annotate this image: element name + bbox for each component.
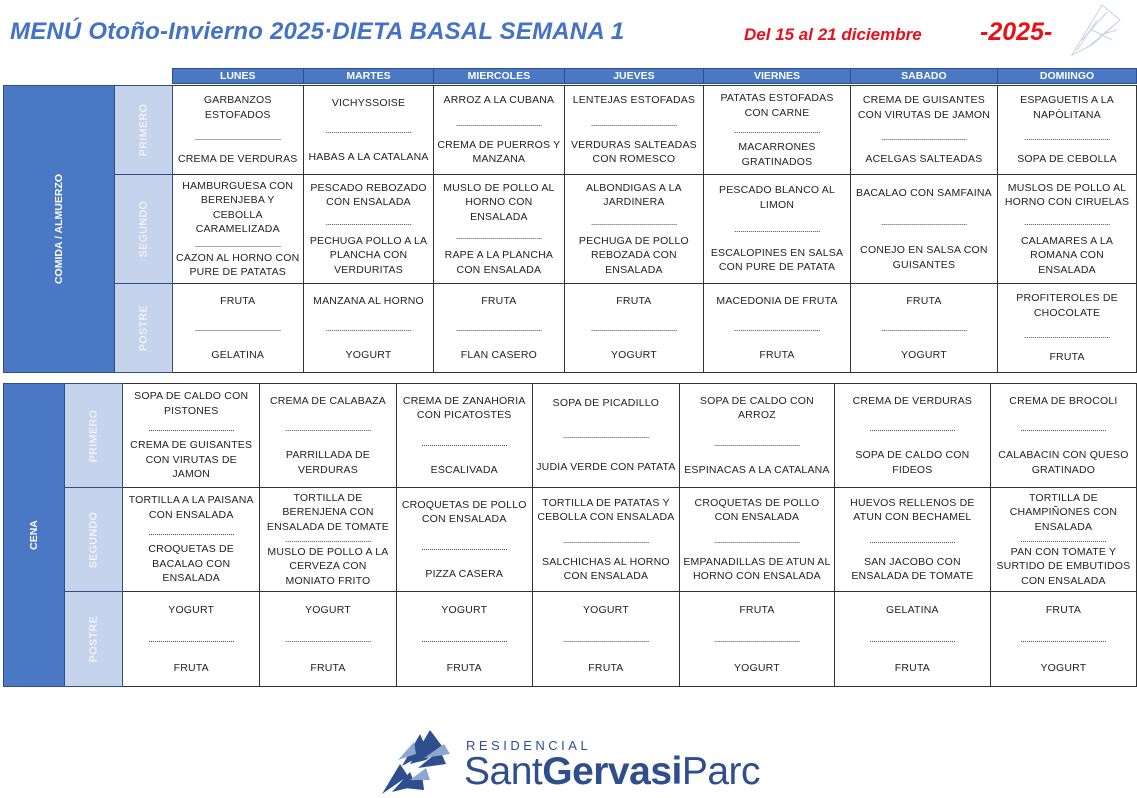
menu-cell-content	[123, 384, 259, 487]
menu-cell	[532, 384, 679, 488]
menu-cell-content	[123, 488, 259, 591]
dish-separator: ...........................................	[1020, 423, 1107, 434]
dish-separator: ...........................................	[194, 238, 281, 249]
menu-cell	[172, 86, 303, 175]
day-header: DOMIINGO	[998, 69, 1137, 84]
menu-cell	[303, 86, 433, 175]
dish-separator: ...........................................	[733, 223, 821, 234]
menu-cell-content	[680, 384, 834, 487]
course-label	[65, 384, 123, 488]
menu-cell	[260, 592, 396, 687]
dish-separator: ...........................................	[1024, 216, 1111, 227]
dish-separator: ...........................................	[1020, 534, 1107, 545]
menu-cell-content	[173, 86, 303, 174]
dish-separator: ...........................................	[284, 423, 371, 434]
menu-cell	[303, 284, 433, 373]
menu-cell-content	[835, 488, 990, 591]
menu-cell	[850, 175, 997, 284]
dish-name: CROQUETAS DE POLLO CON ENSALADA	[694, 496, 820, 523]
dish-name: MACEDONIA DE FRUTA	[716, 294, 838, 307]
butterfly-watermark-icon	[1062, 0, 1122, 60]
menu-cell	[834, 384, 990, 488]
dish-name: YOGURT	[1040, 661, 1087, 674]
menu-cell	[990, 384, 1136, 488]
menu-cell	[998, 86, 1137, 175]
day-header: JUEVES	[564, 69, 704, 84]
dish-name: HUEVOS RELLENOS DE ATUN CON BECHAMEL	[850, 496, 975, 523]
meal-label	[4, 384, 65, 687]
dish-name: CREMA DE GUISANTES CON VIRUTAS DE JAMON	[130, 439, 253, 481]
dish-separator: ...........................................	[590, 117, 677, 128]
menu-cell-content	[434, 86, 563, 174]
menu-cell-content	[565, 86, 704, 174]
menu-cell	[990, 488, 1136, 592]
menu-cell	[679, 384, 834, 488]
dish-name: PATATAS ESTOFADAS CON CARNE	[720, 92, 834, 119]
menu-cell	[123, 592, 260, 687]
dish-separator: ...........................................	[455, 231, 542, 242]
dish-separator: ...........................................	[284, 534, 371, 545]
dish-name: FRUTA	[1045, 603, 1082, 616]
menu-cell-content	[704, 175, 849, 283]
menu-cell	[532, 592, 679, 687]
dish-separator: ...........................................	[869, 423, 956, 434]
dish-name: FLAN CASERO	[460, 348, 538, 361]
dinner-table	[3, 383, 1137, 687]
dish-name: EMPANADILLAS DE ATUN AL HORNO CON ENSALADA	[683, 555, 831, 582]
menu-cell-content	[704, 284, 849, 372]
menu-cell	[434, 175, 564, 284]
dish-separator: ...........................................	[869, 534, 956, 545]
menu-cell-content	[533, 488, 679, 591]
menu-cell	[679, 488, 834, 592]
dish-separator: ...........................................	[562, 534, 649, 545]
dish-name: ARROZ A LA CUBANA	[443, 94, 555, 107]
meal-label	[4, 86, 115, 373]
dish-separator: ...........................................	[421, 633, 508, 644]
dish-name: FRUTA	[588, 661, 624, 674]
header-spacer	[115, 69, 173, 84]
dish-name: CONEJO EN SALSA CON GUISANTES	[860, 244, 988, 271]
dish-name: SOPA DE CEBOLLA	[1017, 153, 1117, 166]
menu-cell-content	[123, 592, 259, 686]
course-label-text: POSTRE	[137, 304, 150, 352]
dish-name: ESCALOPINES EN SALSA CON PURE DE PATATA	[710, 246, 844, 274]
dish-name: VERDURAS SALTEADAS CON ROMESCO	[570, 138, 697, 166]
menu-cell-content	[434, 284, 563, 372]
dish-name: SOPA DE CALDO CON ARROZ	[699, 394, 814, 422]
dish-name: TORTILLA DE BERENJENA CON ENSALADA DE TOMATE	[266, 491, 389, 533]
dish-separator: ...........................................	[880, 216, 967, 227]
dish-name: FRUTA	[739, 603, 775, 616]
header-spacer	[4, 69, 115, 84]
menu-cell-content	[260, 488, 395, 591]
dish-name: CREMA DE VERDURAS	[852, 394, 973, 407]
day-header: LUNES	[172, 69, 303, 84]
dish-name: PESCADO REBOZADO CON ENSALADA	[310, 181, 427, 209]
course-row	[4, 592, 1137, 687]
dish-name: FRUTA	[446, 661, 482, 674]
course-label	[65, 592, 123, 687]
dish-name: SALCHICHAS AL HORNO CON ENSALADA	[542, 555, 670, 582]
dish-name: SOPA DE CALDO CON PISTONES	[134, 390, 249, 417]
dish-separator: ...........................................	[421, 541, 508, 552]
menu-cell-content	[998, 86, 1136, 174]
dish-name: SAN JACOBO CON ENSALADA DE TOMATE	[851, 555, 974, 582]
dish-separator: ...........................................	[590, 322, 677, 333]
logo-small-text: RESIDENCIAL	[466, 738, 592, 753]
dish-name: ALBONDIGAS A LA JARDINERA	[586, 181, 682, 209]
year-label: -2025-	[980, 18, 1053, 46]
menu-cell-content	[434, 175, 563, 283]
dish-name: MUSLO DE POLLO AL HORNO CON ENSALADA	[443, 181, 555, 223]
menu-cell-content	[991, 488, 1136, 591]
dish-separator: ...........................................	[421, 437, 508, 448]
course-row	[4, 488, 1137, 592]
dish-separator: ...........................................	[713, 534, 800, 545]
dish-name: PARRILLADA DE VERDURAS	[285, 449, 371, 476]
dish-name: HAMBURGUESA CON BERENJEBA Y CEBOLLA CARAMELIZADA	[182, 179, 294, 235]
menu-cell-content	[397, 488, 532, 591]
dish-name: CROQUETAS DE BACALAO CON ENSALADA	[148, 543, 235, 585]
menu-cell	[679, 592, 834, 687]
menu-cell	[532, 488, 679, 592]
dish-separator: ...........................................	[148, 633, 235, 644]
dish-name: ESPINACAS A LA CATALANA	[684, 463, 830, 476]
dish-name: FRUTA	[894, 661, 930, 674]
dish-separator: ...........................................	[590, 216, 677, 227]
dish-name: ACELGAS SALTEADAS	[865, 153, 983, 166]
dish-name: RAPE A LA PLANCHA CON ENSALADA	[444, 249, 554, 276]
menu-cell	[564, 284, 704, 373]
menu-cell-content	[304, 86, 433, 174]
dish-separator: ...........................................	[194, 322, 281, 333]
menu-cell	[704, 175, 850, 284]
dish-name: YOGURT	[582, 603, 629, 616]
dish-name: PESCADO BLANCO AL LIMON	[718, 184, 836, 211]
menu-cell-content	[680, 592, 834, 686]
dish-separator: ...........................................	[869, 633, 956, 644]
dish-name: PIZZA CASERA	[425, 567, 504, 580]
dish-name: CROQUETAS DE POLLO CON ENSALADA	[401, 498, 527, 526]
menu-cell	[998, 284, 1137, 373]
course-label	[115, 284, 173, 373]
course-label	[115, 175, 173, 284]
menu-cell-content	[533, 384, 679, 487]
dish-name: TORTILLA A LA PAISANA CON ENSALADA	[128, 494, 254, 521]
menu-cell-content	[991, 384, 1136, 487]
dish-name: TORTILLA DE CHAMPIÑONES CON ENSALADA	[1009, 491, 1118, 533]
dish-separator: ...........................................	[325, 124, 412, 135]
menu-cell-content	[173, 175, 303, 283]
dish-separator: ...........................................	[880, 132, 967, 143]
day-header: VIERNES	[704, 69, 850, 84]
menu-cell	[434, 86, 564, 175]
menu-cell	[990, 592, 1136, 687]
dish-separator: ...........................................	[148, 423, 235, 434]
menu-cell-content	[260, 384, 395, 487]
dish-name: CREMA DE VERDURAS	[177, 153, 298, 166]
menu-cell	[260, 488, 396, 592]
menu-cell	[172, 175, 303, 284]
dish-name: YOGURT	[345, 348, 392, 361]
menu-cell	[303, 175, 433, 284]
dish-separator: ...........................................	[562, 633, 649, 644]
dish-separator: ...........................................	[1020, 633, 1107, 644]
dish-separator: ...........................................	[455, 117, 542, 128]
menu-cell	[260, 384, 396, 488]
dish-name: YOGURT	[610, 348, 657, 361]
menu-cell	[434, 284, 564, 373]
logo-brand-part-c: Parc	[681, 750, 761, 793]
menu-cell	[123, 384, 260, 488]
dish-name: YOGURT	[304, 603, 351, 616]
dish-name: PECHUGA POLLO A LA PLANCHA CON VERDURITAS	[309, 234, 428, 276]
menu-cell-content	[998, 175, 1136, 283]
menu-cell-content	[991, 592, 1136, 686]
dish-name: GELATINA	[885, 603, 939, 616]
dish-separator: ...........................................	[733, 125, 821, 135]
dish-separator: ...........................................	[325, 216, 412, 227]
dish-name: FRUTA	[173, 661, 209, 674]
menu-cell-content	[851, 175, 997, 283]
dish-name: YOGURT	[900, 348, 947, 361]
dish-name: ESPAGUETIS A LA NAPÒLITANA	[1020, 94, 1114, 121]
dish-name: FRUTA	[616, 294, 652, 307]
dish-name: CREMA DE BROCOLI	[1009, 394, 1118, 407]
dish-name: PROFITEROLES DE CHOCOLATE	[1016, 292, 1118, 319]
lunch-table	[3, 68, 1137, 373]
dish-separator: ...........................................	[713, 437, 800, 448]
dish-name: FRUTA	[220, 294, 256, 307]
dish-separator: ...........................................	[733, 322, 821, 333]
menu-cell	[704, 86, 850, 175]
course-row	[4, 284, 1137, 373]
day-header-row	[4, 69, 1137, 84]
dish-separator: ...........................................	[1024, 330, 1111, 341]
dish-separator: ...........................................	[455, 322, 542, 333]
dish-name: MUSLOS DE POLLO AL HORNO CON CIRUELAS	[1004, 181, 1130, 209]
dish-name: BACALAO CON SAMFAINA	[855, 186, 992, 199]
course-label-text: PRIMERO	[137, 103, 150, 157]
dish-name: YOGURT	[441, 603, 488, 616]
menu-cell	[396, 488, 532, 592]
dish-name: GELATINA	[211, 348, 265, 361]
dish-separator: ...........................................	[194, 132, 281, 143]
menu-cell-content	[173, 284, 303, 372]
day-header: MARTES	[303, 69, 433, 84]
course-label	[65, 488, 123, 592]
dish-name: MANZANA AL HORNO	[313, 294, 424, 307]
dish-name: JUDIA VERDE CON PATATA	[536, 461, 676, 474]
logo-brand-part-a: Sant	[464, 750, 543, 793]
menu-cell	[704, 284, 850, 373]
dish-name: CALABACIN CON QUESO GRATINADO	[998, 449, 1129, 476]
dish-name: CREMA DE PUERROS Y MANZANA	[437, 138, 561, 166]
dish-name: FRUTA	[906, 294, 942, 307]
menu-cell	[564, 175, 704, 284]
menu-cell-content	[397, 592, 532, 686]
course-row	[4, 86, 1137, 175]
menu-cell-content	[304, 284, 433, 372]
menu-cell	[850, 86, 997, 175]
menu-cell	[396, 592, 532, 687]
course-row	[4, 175, 1137, 284]
menu-cell	[834, 488, 990, 592]
menu-cell-content	[565, 175, 704, 283]
course-row	[4, 384, 1137, 488]
menu-cell-content	[851, 284, 997, 372]
dish-name: LENTEJAS ESTOFADAS	[572, 94, 696, 107]
dish-name: CAZON AL HORNO CON PURE DE PATATAS	[176, 251, 300, 278]
dish-separator: ...........................................	[284, 633, 371, 644]
day-header: SABADO	[850, 69, 997, 84]
menu-cell-content	[533, 592, 679, 686]
meal-label-text: CENA	[28, 520, 41, 550]
dish-name: SOPA DE PICADILLO	[552, 397, 660, 410]
dish-name: CALAMARES A LA ROMANA CON ENSALADA	[1021, 234, 1114, 276]
dish-name: VICHYSSOISE	[331, 96, 406, 109]
dish-name: SOPA DE CALDO CON FIDEOS	[855, 449, 970, 476]
menu-cell-content	[304, 175, 433, 283]
dish-name: PECHUGA DE POLLO REBOZADA CON ENSALADA	[578, 234, 689, 276]
dish-separator: ...........................................	[713, 633, 800, 644]
dish-name: TORTILLA DE PATATAS Y CEBOLLA CON ENSALADA	[537, 496, 675, 523]
course-label-text: SEGUNDO	[87, 511, 100, 568]
logo-brand-part-b: Gervasi	[542, 750, 682, 793]
day-header: MIERCOLES	[434, 69, 564, 84]
dish-name: YOGURT	[733, 661, 780, 674]
dish-name: ESCALIVADA	[430, 463, 498, 476]
dish-name: MACARRONES GRATINADOS	[738, 141, 816, 168]
menu-cell	[123, 488, 260, 592]
course-label-text: POSTRE	[87, 615, 100, 663]
meal-label-text: COMIDA / ALMUERZO	[53, 173, 66, 285]
dish-separator: ...........................................	[148, 527, 235, 538]
menu-cell-content	[835, 384, 990, 487]
logo-brand-name	[464, 750, 760, 794]
dish-name: MUSLO DE POLLO A LA CERVEZA CON MONIATO FRITO	[267, 545, 389, 587]
course-label-text: PRIMERO	[87, 409, 100, 462]
dish-name: CREMA DE CALABAZA	[269, 394, 386, 407]
dish-name: CREMA DE ZANAHORIA CON PICATOSTES	[402, 394, 526, 422]
dish-name: PAN CON TOMATE Y SURTIDO DE EMBUTIDOS CON ENSALADA	[996, 545, 1131, 587]
dish-name: YOGURT	[168, 603, 215, 616]
menu-cell	[998, 175, 1137, 284]
dish-separator: ...........................................	[880, 322, 967, 333]
course-label	[115, 86, 173, 175]
dish-name: FRUTA	[481, 294, 517, 307]
date-range: Del 15 al 21 diciembre	[744, 25, 922, 44]
menu-cell	[850, 284, 997, 373]
butterfly-logo-icon	[380, 724, 460, 796]
dish-name: HABAS A LA CATALANA	[308, 150, 429, 163]
menu-cell-content	[260, 592, 395, 686]
menu-cell-content	[998, 284, 1136, 372]
dish-name: FRUTA	[759, 348, 795, 361]
menu-cell-content	[851, 86, 997, 174]
dish-name: CREMA DE GUISANTES CON VIRUTAS DE JAMON	[857, 94, 990, 121]
menu-cell-content	[835, 592, 990, 686]
menu-cell	[834, 592, 990, 687]
menu-cell-content	[680, 488, 834, 591]
course-label-text: SEGUNDO	[137, 200, 150, 258]
menu-cell-content	[397, 384, 532, 487]
dish-separator: ...........................................	[1024, 132, 1111, 143]
menu-cell-content	[565, 284, 704, 372]
dish-separator: ...........................................	[562, 430, 649, 441]
menu-cell	[396, 384, 532, 488]
dish-name: FRUTA	[310, 661, 346, 674]
dish-name: FRUTA	[1049, 351, 1085, 364]
menu-cell	[564, 86, 704, 175]
dish-name: GARBANZOS ESTOFADOS	[203, 94, 272, 121]
page-title: MENÚ Otoño-Invierno 2025·DIETA BASAL SEMANA 1	[10, 18, 625, 45]
menu-cell-content	[704, 86, 849, 174]
dish-separator: ...........................................	[325, 322, 412, 333]
menu-cell	[172, 284, 303, 373]
